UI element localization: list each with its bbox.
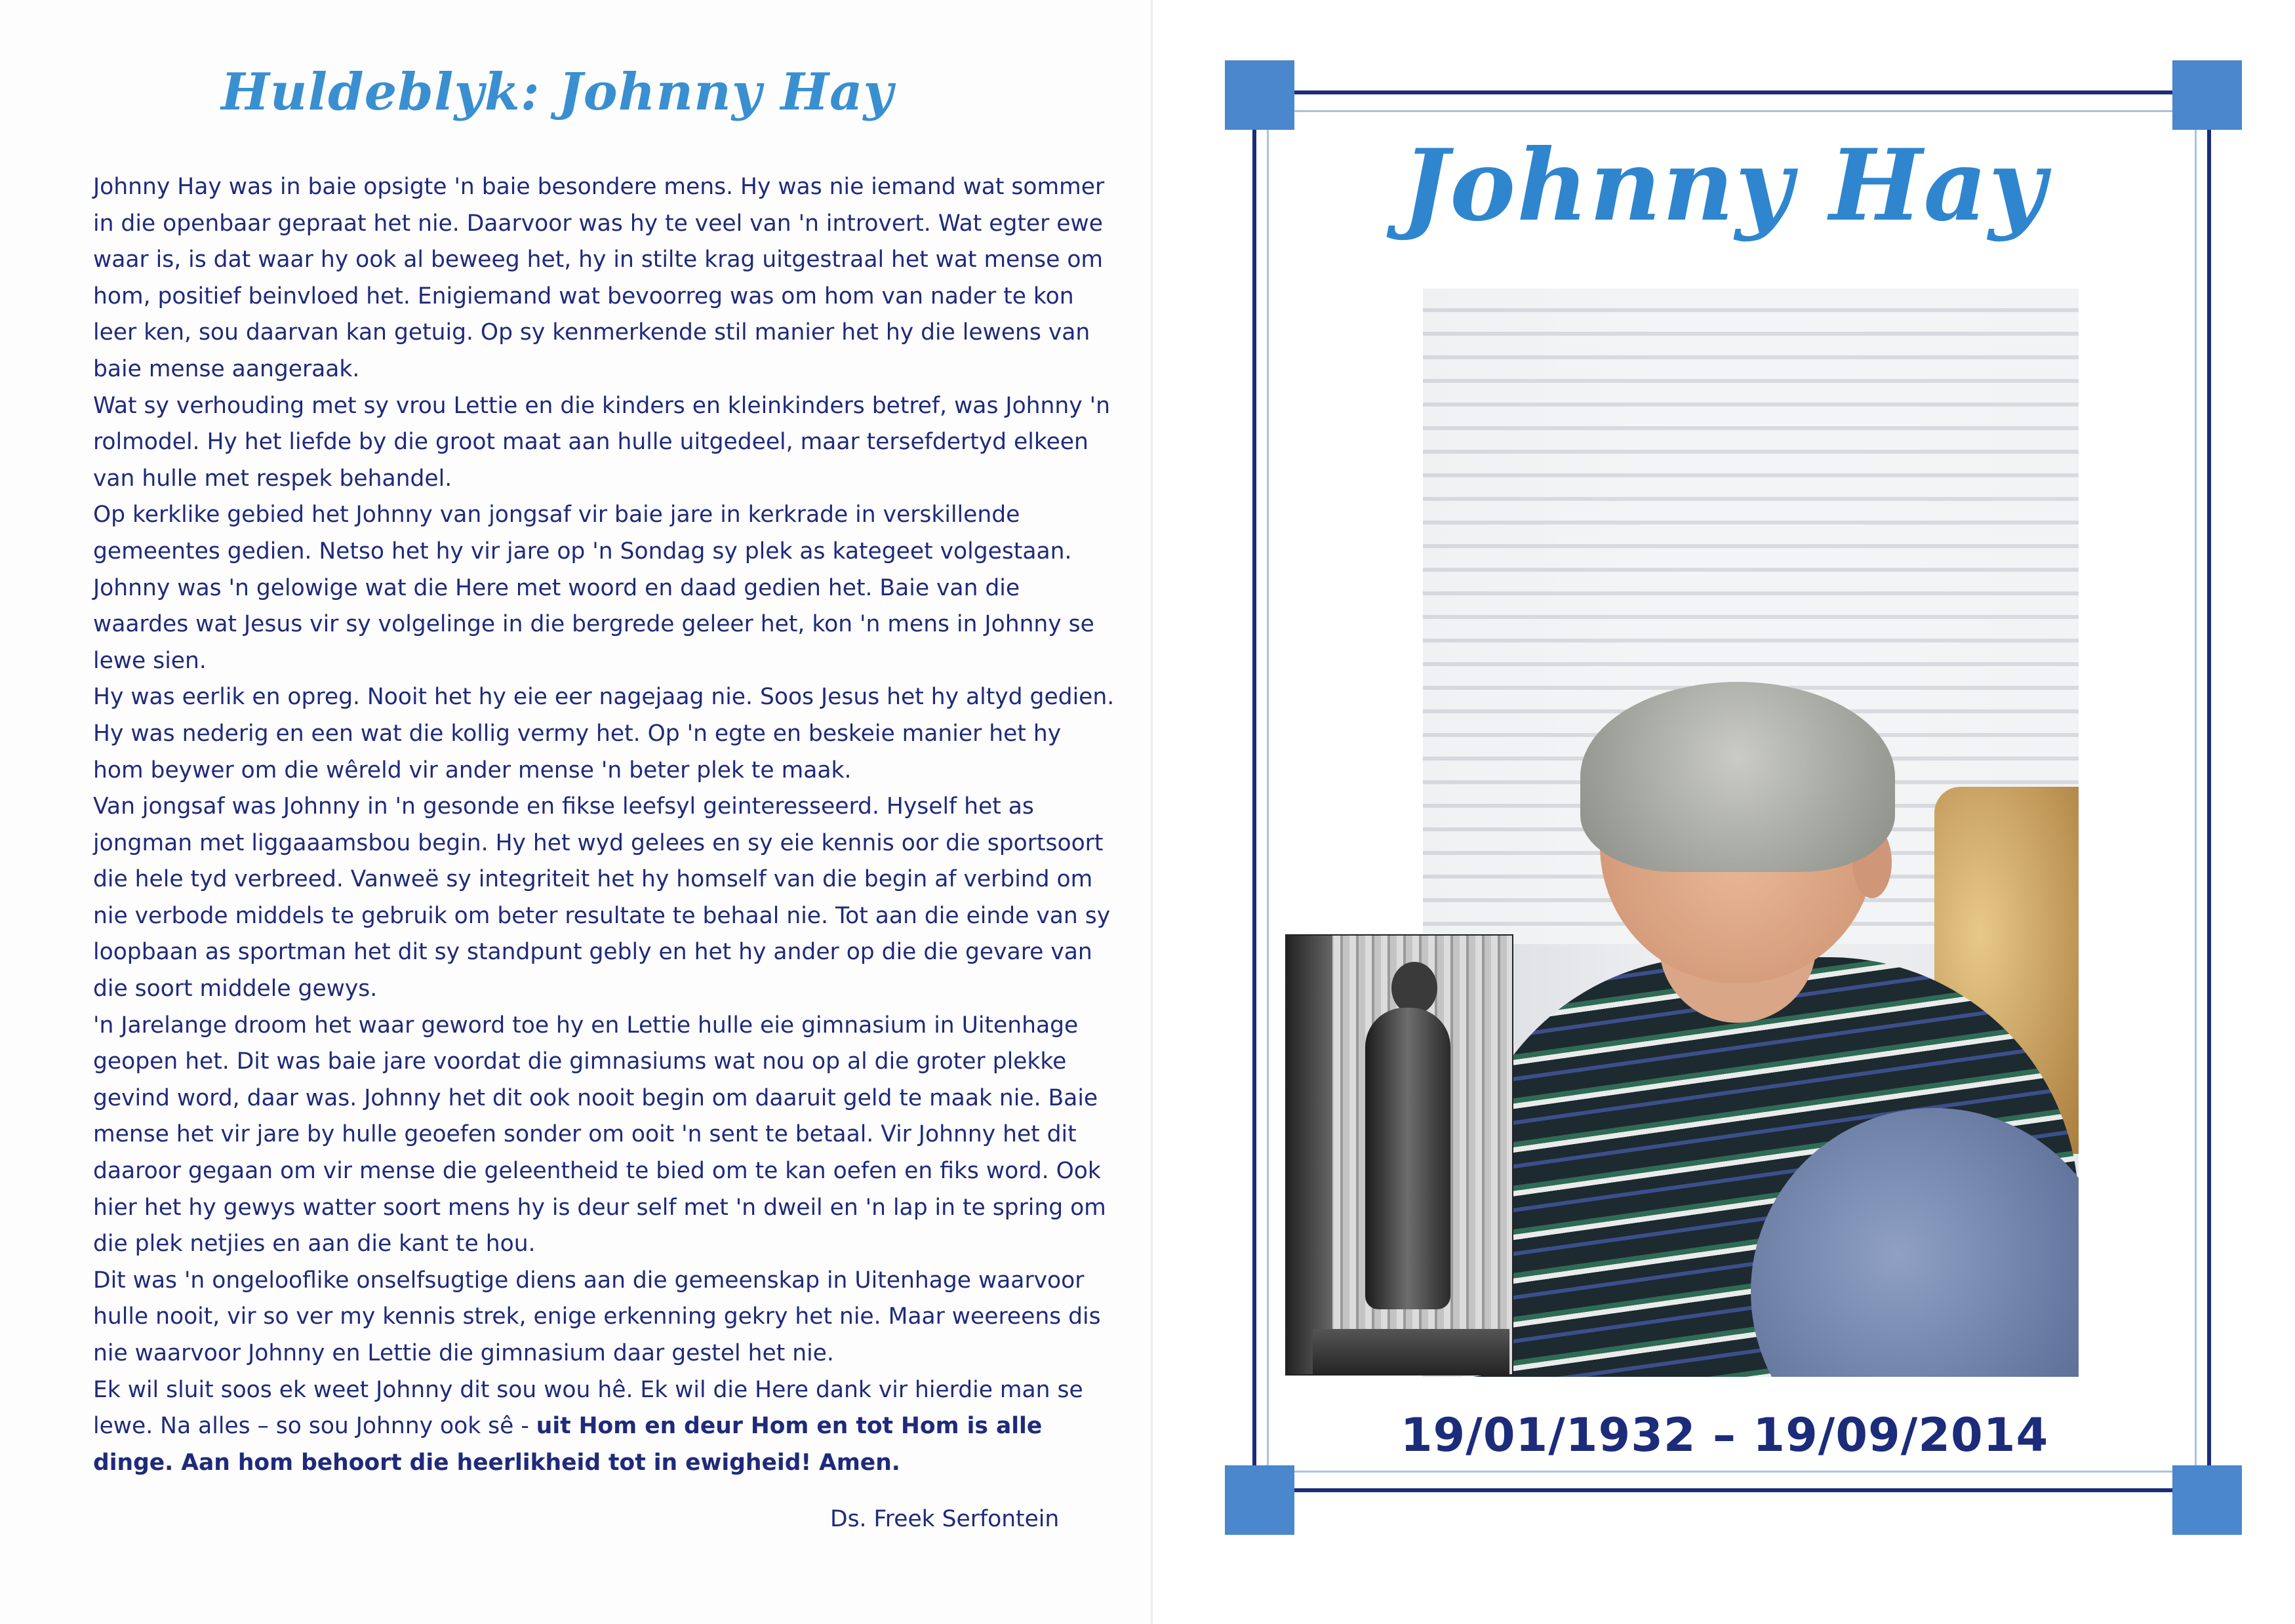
cover-page <box>1154 0 2295 1624</box>
cover-name: Johnny Hay <box>1402 128 2047 243</box>
tribute-paragraph-7: Dit was 'n ongelooflike onselfsugtige diens aan die gemeenskap in Uitenhage waarvoor hulle nooit, vir so ver my kennis strek, enige erkenning gekry het nie. Maar weereens dis nie waarvoor Johnny en Lettie die gimnasium daar gestel het nie. <box>93 1267 1101 1366</box>
grey-hair <box>1580 682 1895 872</box>
portrait-photo <box>1423 288 2079 1377</box>
tribute-closing-blessing: uit Hom en deur Hom en tot Hom is alle dinge. Aan hom behoort die heerlikheid tot in ewigheid! Amen. <box>93 1413 1043 1476</box>
posing-pedestal <box>1313 1329 1509 1376</box>
page-fold <box>1151 0 1153 1624</box>
tribute-closing <box>93 1372 1116 1482</box>
tribute-paragraph-2: Wat sy verhouding met sy vrou Lettie en die kinders en kleinkinders betref, was Johnny 'n rolmodel. Hy het liefde by die groot maat aan hulle uitgedeel, maar tersefdertyd elkeen van hulle met respek behandel. <box>93 392 1111 492</box>
bodybuilder-figure <box>1365 1008 1450 1309</box>
bodybuilder-head <box>1391 962 1437 1014</box>
tribute-paragraph-4: Hy was eerlik en opreg. Nooit het hy eie eer nagejaag nie. Soos Jesus het hy altyd gedien. Hy was nederig en een wat die kollig vermy het. Op 'n egte en beskeie manier het hy hom beywer om die wêreld vir ander mense 'n beter plek te maak. <box>93 684 1115 783</box>
tribute-closing-text: Ek wil sluit soos ek weet Johnny dit sou wou hê. Ek wil die Here dank vir hierdie man se lewe. Na alles – so sou Johnny ook sê - <box>93 1376 1083 1440</box>
tribute-body <box>93 169 1116 1481</box>
tribute-paragraph-1: Johnny Hay was in baie opsigte 'n baie besondere mens. Hy was nie iemand wat sommer in die openbaar gepraat het nie. Daarvoor was hy te veel van 'n introvert. Wat egter ewe waar is, is dat waar hy ook al beweeg het, hy in stilte krag uitgestraal het wat mense om hom, positief beinvloed het. Enigiemand wat bevoorreg was om hom van nader te kon leer ken, sou daarvan kan getuig. Op sy kenmerkende stil manier het hy die lewens van baie mense aangeraak. <box>93 174 1105 382</box>
tribute-paragraph-5: Van jongsaf was Johnny in 'n gesonde en fikse leefsyl geinteresseerd. Hyself het as jongman met liggaaamsbou begin. Hy het wyd gelees en sy eie kennis oor die sportsoort die hele tyd verbreed. Vanweë sy integriteit het hy homself van die begin af verbind om nie verbode middels te gebruik om beter resultate te behaal nie. Tot aan die einde van sy loopbaan as sportman het dit sy standpunt gebly en het hy ander op die die gevare van die soort middele gewys. <box>93 793 1111 1002</box>
frame-corner-bottom-left <box>1225 1465 1294 1535</box>
tribute-paragraph-6: 'n Jarelange droom het waar geword toe hy en Lettie hulle eie gimnasium in Uitenhage geopen het. Dit was baie jare voordat die gimnasiums wat nou op al die groter plekke gevind word, daar was. Johnny het dit ook nooit begin om daaruit geld te maak nie. Baie mense het vir jare by hulle geoefen sonder om ooit 'n sent te betaal. Vir Johnny het dit daaroor gegaan om vir mense die geleentheid te bied om te kan oefen en fiks word. Ook hier het hy gewys watter soort mens hy is deur self met 'n dweil en 'n lap in te spring om die plek netjies en aan die kant te hou. <box>93 1012 1106 1258</box>
frame-corner-bottom-right <box>2172 1465 2242 1535</box>
bodybuilder-photo <box>1285 934 1513 1376</box>
signature: Ds. Freek Serfontein <box>830 1506 1060 1532</box>
frame-corner-top-right <box>2172 60 2242 130</box>
tribute-title: Huldeblyk: Johnny Hay <box>221 62 894 122</box>
photo-shadow <box>1287 936 1332 1374</box>
frame-corner-top-left <box>1225 60 1294 130</box>
life-dates: 19/01/1932 – 19/09/2014 <box>1400 1408 2049 1462</box>
tribute-paragraph-3: Op kerklike gebied het Johnny van jongsaf vir baie jare in kerkrade in verskillende gemeentes gedien. Netso het hy vir jare op 'n Sondag sy plek as kategeet volgestaan. Johnny was 'n gelowige wat die Here met woord en daad gedien het. Baie van die waardes wat Jesus vir sy volgelinge in die bergrede geleer het, kon 'n mens in Johnny se lewe sien. <box>93 502 1094 674</box>
